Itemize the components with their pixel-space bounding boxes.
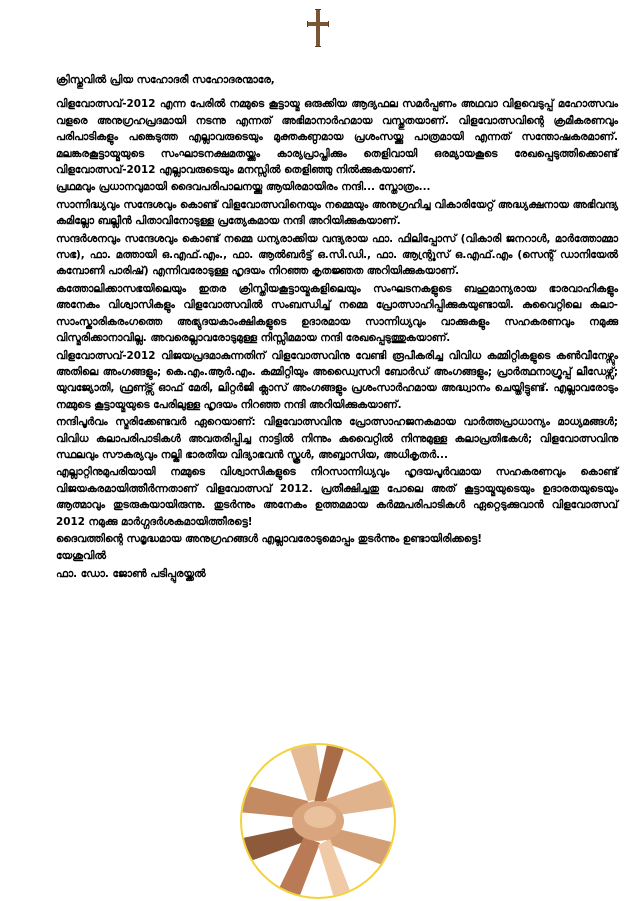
letter-closing: യേശുവിൽ: [56, 550, 106, 563]
letter-paragraph-8: എല്ലാറ്റിനുമുപരിയായി നമ്മുടെ വിശ്വാസികളുടെ നിറസാന്നിധ്യവും ഹൃദയപൂർവമായ സഹകരണവും കൊണ്ട് വിജയകരമായിത്തീർന്നതാണ് വിളവോത്സവ് 2012. പ്രതീക്ഷിച്ചതു പോലെ അത് കൂട്ടായ്മയുടെയും ഉദാരതയുടെയും ആത്മാവും തുടരുകയായിരുന്നു. തുടർന്നും അനേകം ഉത്തമമായ കർമ്മപരിപാടികൾ ഏറ്റെടുക്കുവാൻ വിളവോത്സവ് 2012 നമുക്കു മാർഗ്ഗദർശകമായിത്തീരട്ടെ!: [56, 466, 618, 528]
letter-paragraph-4: സന്ദർശനവും സന്ദേശവും കൊണ്ട് നമ്മെ ധന്യരാക്കിയ വന്ദ്യരായ ഫാ. ഫിലിപ്പോസ് (വികാരി ജനറാൾ, മാർത്തോമ്മാ സഭ), ഫാ. മത്തായി ഒ.എഫ്.എം., ഫാ. ആൽബർട്ട് ഒ.സി.ഡി., ഫാ. ആന്റ്രൂസ് ഒ.എഫ്.എം (സെന്റ് ഡാനിയേൽ കമ്പോണി പാരിഷ്) എന്നിവരോടുള്ള ഹൃദയം നിറഞ്ഞ കൃതജ്ഞത അറിയിക്കുകയാണ്.: [56, 232, 618, 278]
letter-body: [56, 72, 618, 583]
stacked-hands-image: [238, 741, 398, 901]
letter-paragraph-6: വിളവോത്സവ്-2012 വിജയപ്രദമാകുന്നതിന് വിളവോത്സവിനു വേണ്ടി രൂപീകരിച്ച വിവിധ കമ്മിറ്റികളുടെ കൺവീനേഴ്സും അതിലെ അംഗങ്ങളും; കെ.എം.ആർ.എം. കമ്മിറ്റിയും അഡ്വൈസറി ബോർഡ് അംഗങ്ങളും; പ്രാർത്ഥനാഗ്രൂപ്പ് ലീഡേഴ്സ്; യുവജ്യോതി, ഫ്രണ്ട്സ് ഓഫ് മേരി, ലിറ്റർജി ക്ലാസ് അംഗങ്ങളും പ്രശംസാർഹമായ അദ്ധ്വാനം ചെയ്തിട്ടുണ്ട്. എല്ലാവരോടും നമ്മുടെ കൂട്ടായ്മയുടെ പേരിലുള്ള ഹൃദയം നിറഞ്ഞ നന്ദി അറിയിക്കുകയാണ്.: [56, 349, 618, 411]
letter-paragraph-3: സാന്നിദ്ധ്യവും സന്ദേശവും കൊണ്ട് വിളവോത്സവിനെയും നമ്മെയും അനുഗ്രഹിച്ച വികാരിയേറ്റ് അദ്ധ്യക്ഷനായ അഭിവന്ദ്യ കമില്ലോ ബല്ലീൻ പിതാവിനോടുള്ള പ്രത്യേകമായ നന്ദി അറിയിക്കുകയാണ്.: [56, 198, 618, 228]
letter-paragraph-1: വിളവോത്സവ്-2012 എന്ന പേരിൽ നമ്മുടെ കൂട്ടായ്മ ഒരുക്കിയ ആദ്യഫല സമർപ്പണം അഥവാ വിളവെടുപ്പ് മഹോത്സവം വളരെ അനുഗ്രഹപ്രദമായി നടന്നു എന്നത് അഭിമാനാർഹമായ വസ്തുതയാണ്. വിളവോത്സവിന്റെ ക്രമീകരണവും പരിപാടികളും പങ്കെടുത്ത എല്ലാവരുടെയും മുക്തകണ്ഠമായ പ്രശംസയ്ക്കു പാത്രമായി എന്നത് സന്തോഷകരമാണ്. മലങ്കരകൂട്ടായ്മയുടെ സംഘാടനക്ഷമതയ്ക്കും കാര്യപ്രാപ്തിക്കും തെളിവായി ഒരമ്യായകൂടെ രേഖപ്പെടുത്തിക്കൊണ്ട് വിളവോത്സവ്-2012 എല്ലാവരുടെയും മനസ്സിൽ തെളിഞ്ഞു നിൽക്കുകയാണ്.: [56, 98, 618, 177]
letter-paragraph-5: കത്തോലിക്കാസഭയിലെയും ഇതര ക്രിസ്തീയകൂട്ടായ്മകളിലെയും സംഘടനകളുടെ ബഹുമാന്യരായ ഭാരവാഹികളും അനേകം വിശ്വാസികളും വിളവോത്സവിൽ സംബന്ധിച്ച് നമ്മെ പ്രോത്സാഹിപ്പിക്കുകയുണ്ടായി. കുവൈറ്റിലെ കലാ-സാംസ്കാരികരംഗത്തെ അഭ്യുദയകാംക്ഷികളുടെ ഉദാരമായ സാന്നിധ്യവും വാക്കുകളും സഹകരണവും നമുക്കു വിസ്മരിക്കാനാവില്ല. അവരെല്ലാവരോടുമുള്ള നിസ്സീമമായ നന്ദി രേഖപ്പെടുത്തുകയാണ്.: [56, 282, 618, 345]
letter-salutation: ക്രിസ്തുവിൽ പ്രിയ സഹോദരീ സഹോദരന്മാരേ,: [56, 74, 275, 86]
letter-signature: ഫാ. ഡോ. ജോൺ പടിപ്പുരയ്ക്കൽ: [56, 567, 206, 580]
letter-paragraph-9: ദൈവത്തിന്റെ സമൃദ്ധമായ അനുഗ്രഹങ്ങൾ എല്ലാവരോടുമൊപ്പം തുടർന്നും ഉണ്ടായിരിക്കട്ടെ!: [56, 532, 482, 545]
cross-icon: [306, 8, 330, 48]
letter-paragraph-7: നന്ദിപൂർവം സ്മരിക്കേണ്ടവർ ഏറെയാണ്: വിളവോത്സവിനു പ്രോത്സാഹജനകമായ വാർത്തപ്രാധാന്യം മാധ്യമങ്ങൾ; വിവിധ കലാപരിപാടികൾ അവതരിപ്പിച്ച നാട്ടിൽ നിന്നും കുവൈറ്റിൽ നിന്നുമുള്ള കലാപ്രതിഭകൾ; വിളവോത്സവിനു സ്ഥലവും സൗകര്യവും നല്കി ഭാരതീയ വിദ്യാഭവൻ സ്കൂൾ, അബ്ബാസിയ, അധികൃതർ...: [56, 416, 618, 461]
letter-paragraph-2: പ്രഥമവും പ്രധാനവുമായി ദൈവപരിപാലനയ്ക്കു ആയിരമായിരം നന്ദി... സ്തോത്രം...: [56, 181, 431, 194]
